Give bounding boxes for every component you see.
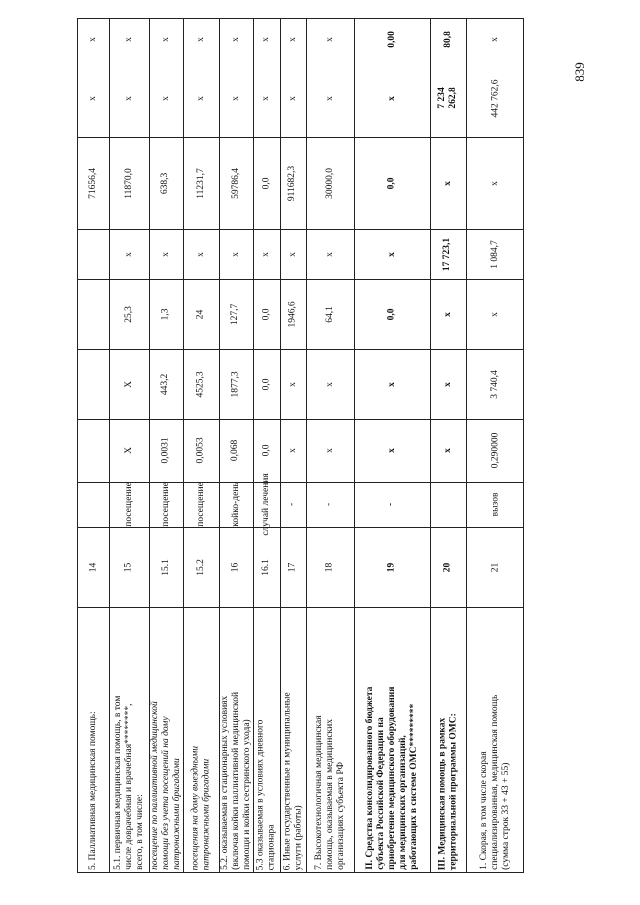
description-line: III. Медицинская помощь в рамках xyxy=(437,717,448,870)
cell-c4: x xyxy=(195,251,206,257)
description-line: помощи и койки сестринского ухода) xyxy=(241,719,252,870)
description-line: 6. Иные государственные и муниципальные xyxy=(282,692,293,870)
cell-num: 15.1 xyxy=(160,558,171,576)
cell-c7: x xyxy=(230,36,241,42)
cell-c6: x xyxy=(287,95,298,101)
cell-c4: x xyxy=(324,251,335,257)
description-line: патронажными бригадами xyxy=(201,758,211,870)
cell-c4: 17 723,1 xyxy=(442,237,453,271)
cell-unit: случай лечения xyxy=(261,473,272,536)
cell-num: 21 xyxy=(490,562,501,572)
cell-c5: 59786,4 xyxy=(230,167,241,199)
cell-c4: x xyxy=(386,251,397,257)
description-line: территориальной программы ОМС: xyxy=(448,712,458,870)
cell-c6: x xyxy=(324,95,335,101)
cell-c2: x xyxy=(442,381,453,387)
cell-c2: 1877,3 xyxy=(230,370,241,398)
description-line: услуги (работы) xyxy=(293,804,303,870)
cell-c5: 11231,7 xyxy=(195,167,206,199)
cell-c3: 25,3 xyxy=(123,305,134,323)
cell-c6: x xyxy=(88,95,99,101)
cell-c1: 0,0 xyxy=(261,444,272,457)
cell-c4: x xyxy=(230,251,241,257)
cell-c5: 638,3 xyxy=(160,172,171,194)
cell-c5: 71656,4 xyxy=(88,167,99,199)
cell-c6: x xyxy=(261,95,272,101)
cell-unit: - xyxy=(324,502,335,507)
cell-c4: 1 084,7 xyxy=(490,239,501,269)
row-description xyxy=(78,607,109,874)
description-line: посещение по паллиативной медицинской xyxy=(149,701,160,870)
description-line: работающих в системе ОМС********* xyxy=(408,703,419,870)
description-line: (включая койки паллиативной медицинской xyxy=(230,692,241,870)
description-line: (сумма строк 33 + 43 + 55) xyxy=(500,762,511,870)
cell-c7: x xyxy=(88,36,99,42)
cell-c1: 0,068 xyxy=(230,439,241,462)
budget-table xyxy=(77,18,524,873)
row-description xyxy=(280,607,306,874)
cell-unit: - xyxy=(386,502,397,507)
cell-c7: x xyxy=(160,36,171,42)
cell-unit: посещение xyxy=(123,482,134,527)
row-description xyxy=(466,607,525,874)
cell-c5: 911682,3 xyxy=(287,165,298,201)
cell-c7: x xyxy=(123,36,134,42)
description-line: организациях субъекта РФ xyxy=(335,762,346,870)
description-line: субъекта Российской Федерации на xyxy=(375,717,386,870)
cell-c5: 0,0 xyxy=(386,177,397,189)
cell-c6: x xyxy=(123,95,134,101)
cell-c1: X xyxy=(123,447,134,454)
cell-unit: посещение xyxy=(160,482,171,527)
cell-c5: 0,0 xyxy=(261,177,272,189)
cell-c1: x xyxy=(442,448,453,453)
cell-c2: 3 740,4 xyxy=(490,369,501,399)
cell-c6: 442 762,6 xyxy=(490,78,501,117)
row-description xyxy=(109,607,149,874)
cell-c6: x xyxy=(230,95,241,101)
cell-num: 14 xyxy=(88,562,99,572)
description-line: 7. Высокотехнологичная медицинская xyxy=(313,715,324,870)
row-description xyxy=(354,607,430,874)
cell-c5: 30000,0 xyxy=(324,167,335,199)
cell-c5: x xyxy=(442,180,453,186)
description-line: 5.1. первичная медицинская помощь, в том xyxy=(112,695,123,870)
cell-c2: 443,2 xyxy=(160,373,171,395)
cell-c7: 80,8 xyxy=(442,30,453,48)
cell-c4: x xyxy=(261,251,272,257)
cell-c1: 0,290000 xyxy=(490,432,501,469)
cell-c4: x xyxy=(287,251,298,257)
cell-c2: x xyxy=(386,381,397,387)
description-line: 5.2. оказываемая в стационарных условиях xyxy=(219,695,230,870)
cell-c3: 0,0 xyxy=(261,308,272,320)
cell-c5: x xyxy=(490,180,501,186)
cell-c3: 1,3 xyxy=(160,308,171,320)
cell-unit: посещение xyxy=(195,482,206,527)
cell-c2: 0,0 xyxy=(261,378,272,390)
cell-c6: x xyxy=(386,95,397,101)
description-line: всего, в том числе: xyxy=(134,794,145,870)
row-description xyxy=(219,607,253,874)
row-description xyxy=(149,607,183,874)
cell-c1: 0,0031 xyxy=(160,437,171,464)
description-line: II. Средства консолидированного бюджета xyxy=(364,686,375,870)
description-line: помощь, оказываемая в медицинских xyxy=(324,719,335,870)
cell-c4: x xyxy=(123,251,134,257)
cell-num: 16.1 xyxy=(261,558,272,576)
cell-num: 15.2 xyxy=(195,558,206,576)
description-line: патронажными бригадами xyxy=(171,758,182,870)
description-line: 1. Скорая, в том числе скорая xyxy=(479,751,490,870)
cell-c7: x xyxy=(490,36,501,42)
cell-c7: x xyxy=(261,36,272,42)
description-line: для медицинских организаций, xyxy=(397,735,408,870)
cell-num: 16 xyxy=(230,562,241,572)
cell-c2: X xyxy=(123,380,134,388)
cell-num: 17 xyxy=(287,562,298,572)
cell-c6: 7 234 262,8 xyxy=(437,87,458,109)
description-line: специализированная, медицинская помощь xyxy=(490,694,501,870)
cell-num: 20 xyxy=(442,562,453,572)
description-line: числе доврачебная и врачебная********, xyxy=(123,703,134,870)
cell-unit: - xyxy=(287,502,298,507)
row-description xyxy=(430,607,466,874)
cell-c4: x xyxy=(160,251,171,257)
cell-unit: койко-день xyxy=(230,482,241,527)
description-line: помощи без учета посещений на дому xyxy=(160,716,171,870)
description-line: посещения на дому выездными xyxy=(190,745,201,870)
cell-num: 18 xyxy=(324,562,335,572)
cell-c2: x xyxy=(324,381,335,387)
cell-c3: 0,0 xyxy=(386,308,397,320)
page-number: 839 xyxy=(572,62,587,82)
cell-num: 15 xyxy=(123,562,134,572)
cell-c3: x xyxy=(442,311,453,317)
description-line: приобретение медицинского оборудования xyxy=(386,686,397,870)
cell-c7: x xyxy=(287,36,298,42)
description-line: 5.3 оказываемая в условиях дневного xyxy=(255,719,266,870)
cell-c7: 0,00 xyxy=(386,30,397,48)
cell-c3: 64,1 xyxy=(324,305,335,323)
cell-c7: x xyxy=(195,36,206,42)
cell-c3: 1946,6 xyxy=(287,300,298,328)
cell-c3: x xyxy=(490,311,501,317)
row-description xyxy=(253,607,280,874)
description-line: 5. Паллиативная медицинская помощь: xyxy=(88,711,99,870)
description-line: стационара xyxy=(266,824,277,870)
cell-c1: x xyxy=(386,448,397,453)
cell-c3: 127,7 xyxy=(230,303,241,325)
cell-c3: 24 xyxy=(195,309,206,319)
cell-c6: x xyxy=(195,95,206,101)
cell-c1: 0,0053 xyxy=(195,437,206,464)
cell-unit: вызов xyxy=(490,492,501,517)
row-description xyxy=(306,607,354,874)
cell-c2: 4525,3 xyxy=(195,370,206,398)
cell-num: 19 xyxy=(386,562,397,572)
cell-c2: x xyxy=(287,381,298,387)
cell-c1: x xyxy=(324,448,335,453)
cell-c6: x xyxy=(160,95,171,101)
cell-c7: x xyxy=(324,36,335,42)
cell-c1: x xyxy=(287,448,298,453)
row-description xyxy=(183,607,219,874)
cell-c5: 11870,0 xyxy=(123,167,134,199)
